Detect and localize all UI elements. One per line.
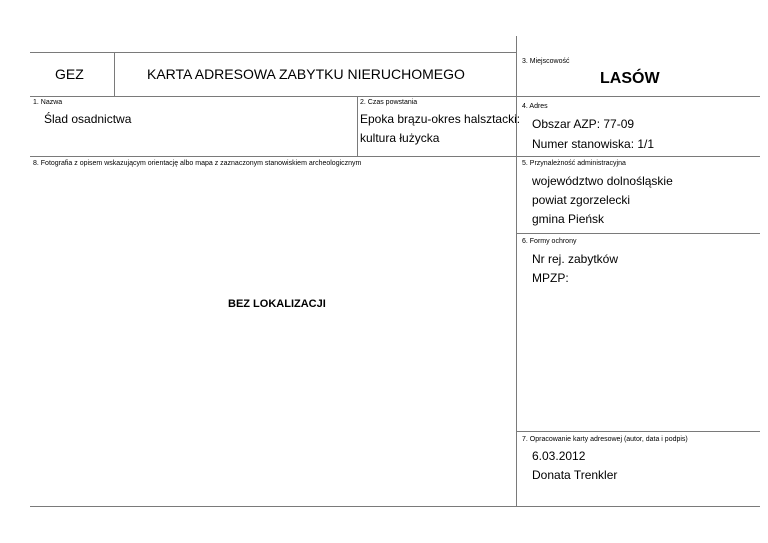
admin-bottom-rule	[516, 233, 760, 234]
author-label: 7. Opracowanie karty adresowej (autor, data i podpis)	[522, 436, 688, 443]
author-line: 6.03.2012	[532, 449, 586, 463]
admin-line: województwo dolnośląskie	[532, 174, 673, 188]
protection-line: Nr rej. zabytków	[532, 252, 619, 266]
photo-note: BEZ LOKALIZACJI	[228, 298, 326, 310]
locality-label: 3. Miejscowość	[522, 58, 570, 65]
card-title: KARTA ADRESOWA ZABYTKU NIERUCHOMEGO	[147, 66, 465, 82]
address-line-1: Obszar AZP: 77-09	[532, 117, 635, 131]
photo-label: 8. Fotografia z opisem wskazującym orientację albo mapa z zaznaczonym stanowiskiem archeologicznym	[33, 160, 362, 167]
right-column-divider	[516, 36, 517, 506]
period-line-2: kultura łużycka	[360, 131, 440, 145]
period-label: 2. Czas powstania	[360, 99, 418, 106]
bottom-rule	[30, 506, 760, 507]
locality-value: LASÓW	[600, 70, 660, 87]
top-rule	[30, 52, 516, 53]
gez-divider	[114, 52, 115, 96]
address-label: 4. Adres	[522, 103, 548, 110]
header-bottom-rule	[30, 96, 760, 97]
gez-label: GEZ	[55, 66, 84, 82]
name-value: Ślad osadnictwa	[44, 112, 132, 126]
name-label: 1. Nazwa	[33, 99, 63, 106]
address-line-2: Numer stanowiska: 1/1	[532, 137, 655, 151]
address-bottom-rule	[516, 156, 760, 157]
admin-line: gmina Pieńsk	[532, 212, 605, 226]
name-period-divider	[357, 96, 358, 156]
protection-line: MPZP:	[532, 271, 569, 285]
admin-line: powiat zgorzelecki	[532, 193, 631, 207]
admin-label: 5. Przynależność administracyjna	[522, 160, 626, 167]
period-line-1: Epoka brązu-okres halsztacki:	[360, 112, 521, 126]
protection-bottom-rule	[516, 431, 760, 432]
protection-label: 6. Formy ochrony	[522, 238, 577, 245]
author-line: Donata Trenkler	[532, 468, 618, 482]
